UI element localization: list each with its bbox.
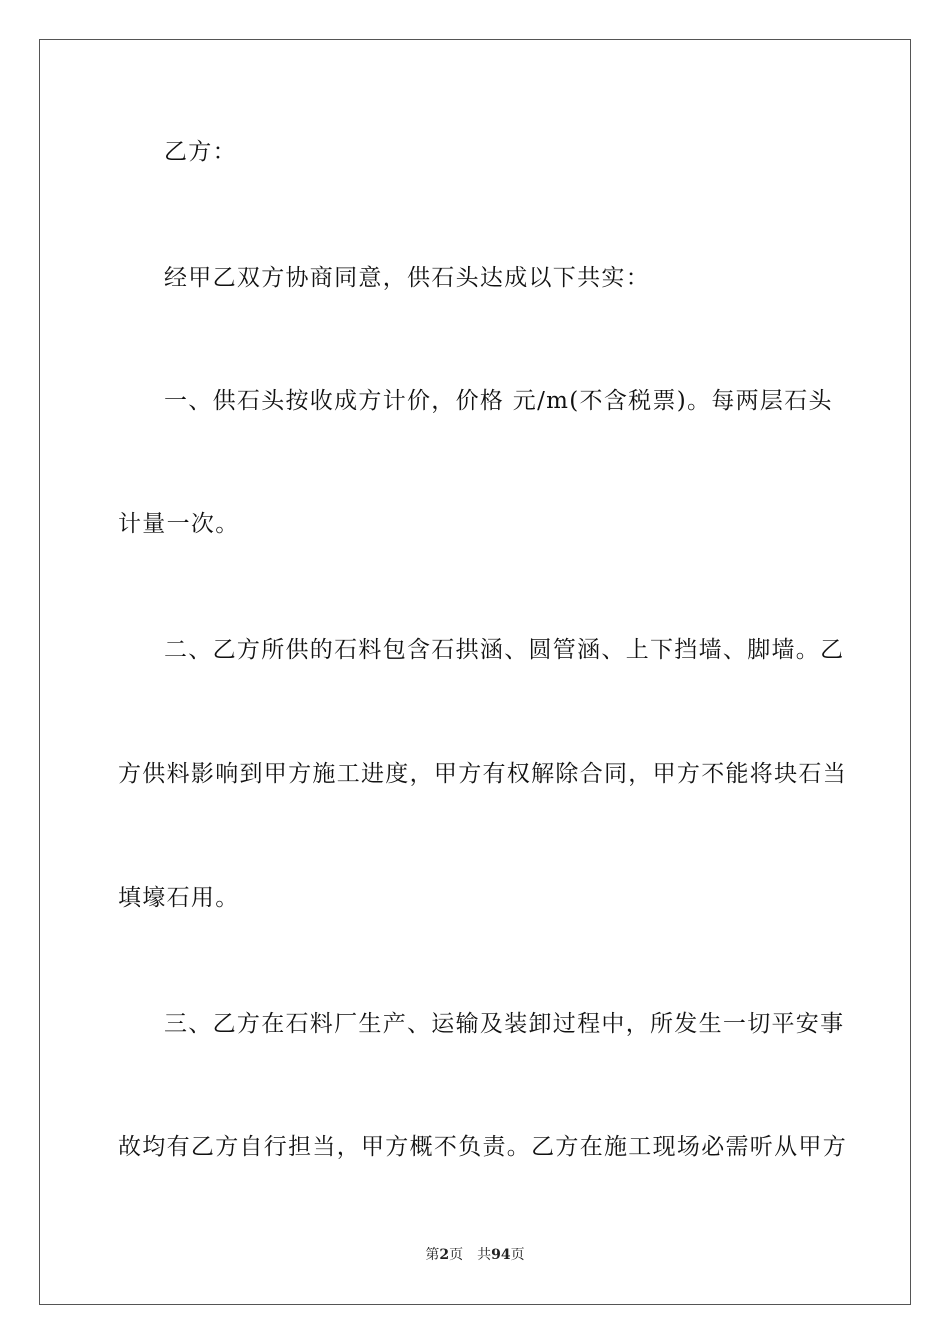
footer-total-suffix: 页 xyxy=(510,1247,525,1263)
page-frame xyxy=(39,39,911,1305)
line-clause-2-b: 方供料影响到甲方施工进度，甲方有权解除合同，甲方不能将块石当 xyxy=(118,761,847,787)
line-clause-3-a: 三、乙方在石料厂生产、运输及装卸过程中，所发生一切平安事 xyxy=(164,1011,845,1037)
page-footer xyxy=(0,1246,950,1264)
line-clause-2-c: 填壕石用。 xyxy=(118,885,240,911)
footer-page-prefix: 第 xyxy=(425,1247,440,1263)
footer-total-prefix: 共 xyxy=(477,1247,492,1263)
footer-page-suffix: 页 xyxy=(449,1247,464,1263)
footer-total-pages: 94 xyxy=(491,1247,511,1263)
line-clause-3-b: 故均有乙方自行担当，甲方概不负责。乙方在施工现场必需听从甲方 xyxy=(118,1134,847,1160)
line-clause-1-b: 计量一次。 xyxy=(118,511,240,537)
line-clause-2-a: 二、乙方所供的石料包含石拱涵、圆管涵、上下挡墙、脚墙。乙 xyxy=(164,637,845,663)
line-clause-1-a: 一、供石头按收成方计价，价格 元/m(不含税票)。每两层石头 xyxy=(164,388,833,414)
line-party-b: 乙方： xyxy=(164,139,237,165)
footer-page-number: 2 xyxy=(439,1247,450,1263)
line-agreement-intro: 经甲乙双方协商同意，供石头达成以下共实： xyxy=(164,265,650,291)
